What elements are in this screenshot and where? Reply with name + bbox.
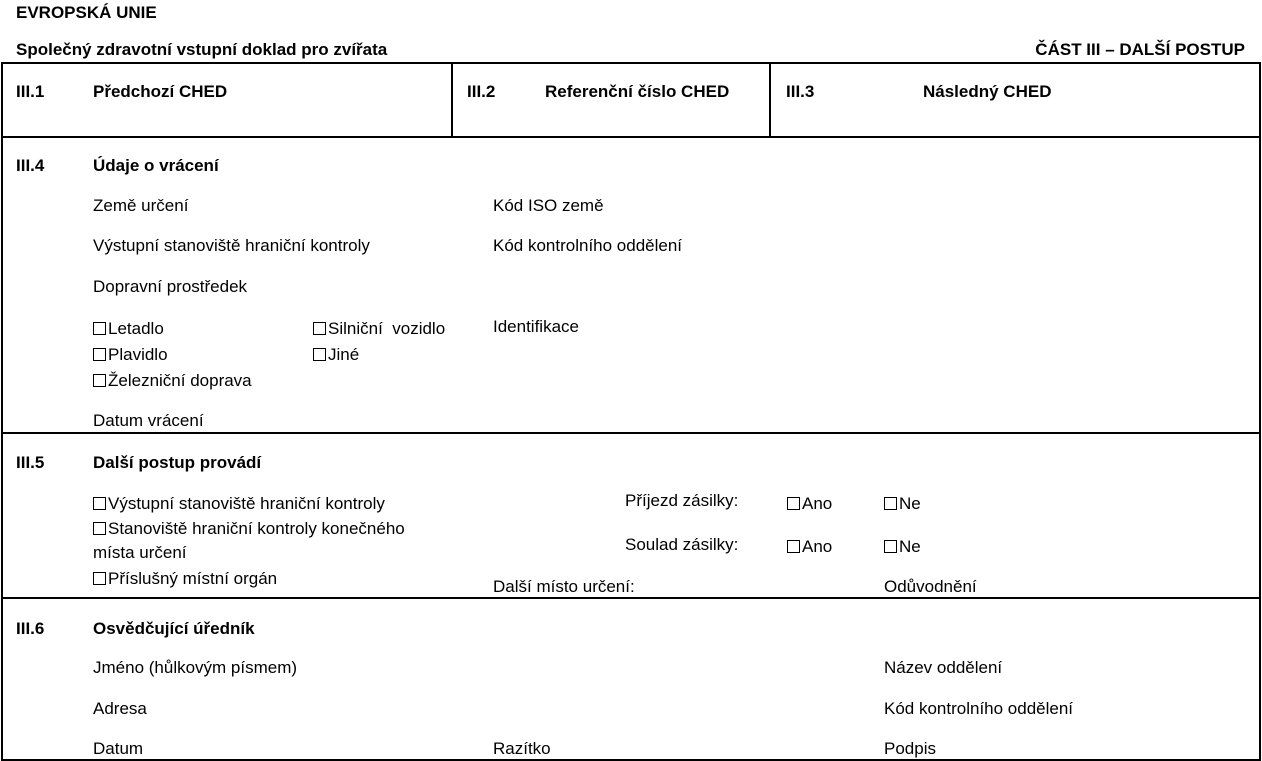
checkbox-aircraft-label: Letadlo — [108, 319, 164, 338]
consignment-arrival-label: Příjezd zásilky: — [625, 491, 739, 510]
col-divider-1 — [451, 62, 453, 138]
date-label: Datum — [93, 739, 144, 758]
checkbox-road-vehicle-label: Silniční vozidlo — [328, 319, 446, 338]
checkbox-other-label: Jiné — [328, 345, 360, 364]
frame-left — [1, 62, 3, 761]
union-heading: EVROPSKÁ UNIE — [16, 3, 157, 22]
checkbox-aircraft[interactable] — [93, 319, 164, 339]
stamp-label: Razítko — [493, 739, 551, 758]
country-iso-code-label: Kód ISO země — [493, 196, 604, 215]
checkbox-box — [313, 322, 326, 335]
checkbox-arrival-no[interactable] — [884, 494, 921, 514]
unit-name-label: Název oddělení — [884, 658, 1003, 677]
checkbox-arrival-yes[interactable] — [787, 494, 832, 514]
checkbox-final-bip-label-continued: místa určení — [93, 543, 187, 562]
address-label: Adresa — [93, 699, 147, 718]
checkbox-other[interactable] — [313, 345, 359, 365]
consignment-conformity-label: Soulad zásilky: — [625, 535, 739, 554]
checkbox-vessel-label: Plavidlo — [108, 345, 168, 364]
exit-bip-label: Výstupní stanoviště hraniční kontroly — [93, 236, 370, 255]
section-code-iii-6: III.6 — [16, 619, 45, 638]
row-divider-1 — [1, 136, 1261, 138]
checkbox-conformity-yes[interactable] — [787, 537, 832, 557]
destination-country-label: Země určení — [93, 196, 189, 215]
checkbox-railway[interactable] — [93, 371, 252, 391]
checkbox-vessel[interactable] — [93, 345, 168, 365]
section-code-iii-3: III.3 — [786, 82, 815, 101]
checkbox-box — [93, 348, 106, 361]
frame-top — [1, 62, 1260, 64]
document-title: Společný zdravotní vstupní doklad pro zvířata — [16, 40, 388, 59]
officer-name-label: Jméno (hůlkovým písmem) — [93, 658, 298, 677]
signature-label: Podpis — [884, 739, 936, 758]
row-divider-2 — [1, 432, 1261, 434]
means-of-transport-label: Dopravní prostředek — [93, 277, 248, 296]
return-details-title: Údaje o vrácení — [93, 156, 219, 175]
checkbox-exit-bip[interactable] — [93, 494, 385, 514]
ched-reference-label: Referenční číslo CHED — [545, 82, 730, 101]
control-unit-code-label: Kód kontrolního oddělení — [493, 236, 683, 255]
checkbox-road-vehicle[interactable] — [313, 319, 445, 339]
return-date-label: Datum vrácení — [93, 411, 204, 430]
checkbox-box — [93, 522, 106, 535]
checkbox-box — [313, 348, 326, 361]
section-code-iii-5: III.5 — [16, 453, 45, 472]
checkbox-box — [93, 572, 106, 585]
checkbox-exit-bip-label: Výstupní stanoviště hraniční kontroly — [108, 494, 385, 513]
checkbox-final-bip-label: Stanoviště hraniční kontroly konečného — [108, 519, 405, 538]
section-code-iii-1: III.1 — [16, 82, 45, 101]
certifying-officer-title: Osvědčující úředník — [93, 619, 255, 638]
checkbox-box — [93, 322, 106, 335]
follow-up-by-title: Další postup provádí — [93, 453, 262, 472]
identification-label: Identifikace — [493, 317, 579, 336]
checkbox-box — [787, 497, 800, 510]
checkbox-arrival-no-label: Ne — [899, 494, 921, 513]
section-code-iii-2: III.2 — [467, 82, 496, 101]
part-title: ČÁST III – DALŠÍ POSTUP — [1035, 40, 1245, 59]
justification-label: Odůvodnění — [884, 577, 977, 596]
checkbox-conformity-no[interactable] — [884, 537, 921, 557]
row-divider-3 — [1, 597, 1261, 599]
checkbox-conformity-no-label: Ne — [899, 537, 921, 556]
officer-unit-code-label: Kód kontrolního oddělení — [884, 699, 1074, 718]
checkbox-railway-label: Železniční doprava — [108, 371, 252, 390]
previous-ched-label: Předchozí CHED — [93, 82, 228, 101]
checkbox-local-authority[interactable] — [93, 569, 277, 589]
checkbox-final-bip[interactable] — [93, 519, 405, 539]
checkbox-conformity-yes-label: Ano — [802, 537, 833, 556]
checkbox-box — [884, 497, 897, 510]
frame-right — [1259, 62, 1261, 761]
checkbox-box — [93, 374, 106, 387]
next-destination-label: Další místo určení: — [493, 577, 635, 596]
col-divider-2 — [769, 62, 771, 138]
subsequent-ched-label: Následný CHED — [923, 82, 1052, 101]
checkbox-arrival-yes-label: Ano — [802, 494, 833, 513]
checkbox-box — [787, 540, 800, 553]
checkbox-box — [884, 540, 897, 553]
checkbox-box — [93, 497, 106, 510]
section-code-iii-4: III.4 — [16, 156, 45, 175]
checkbox-local-authority-label: Příslušný místní orgán — [108, 569, 278, 588]
